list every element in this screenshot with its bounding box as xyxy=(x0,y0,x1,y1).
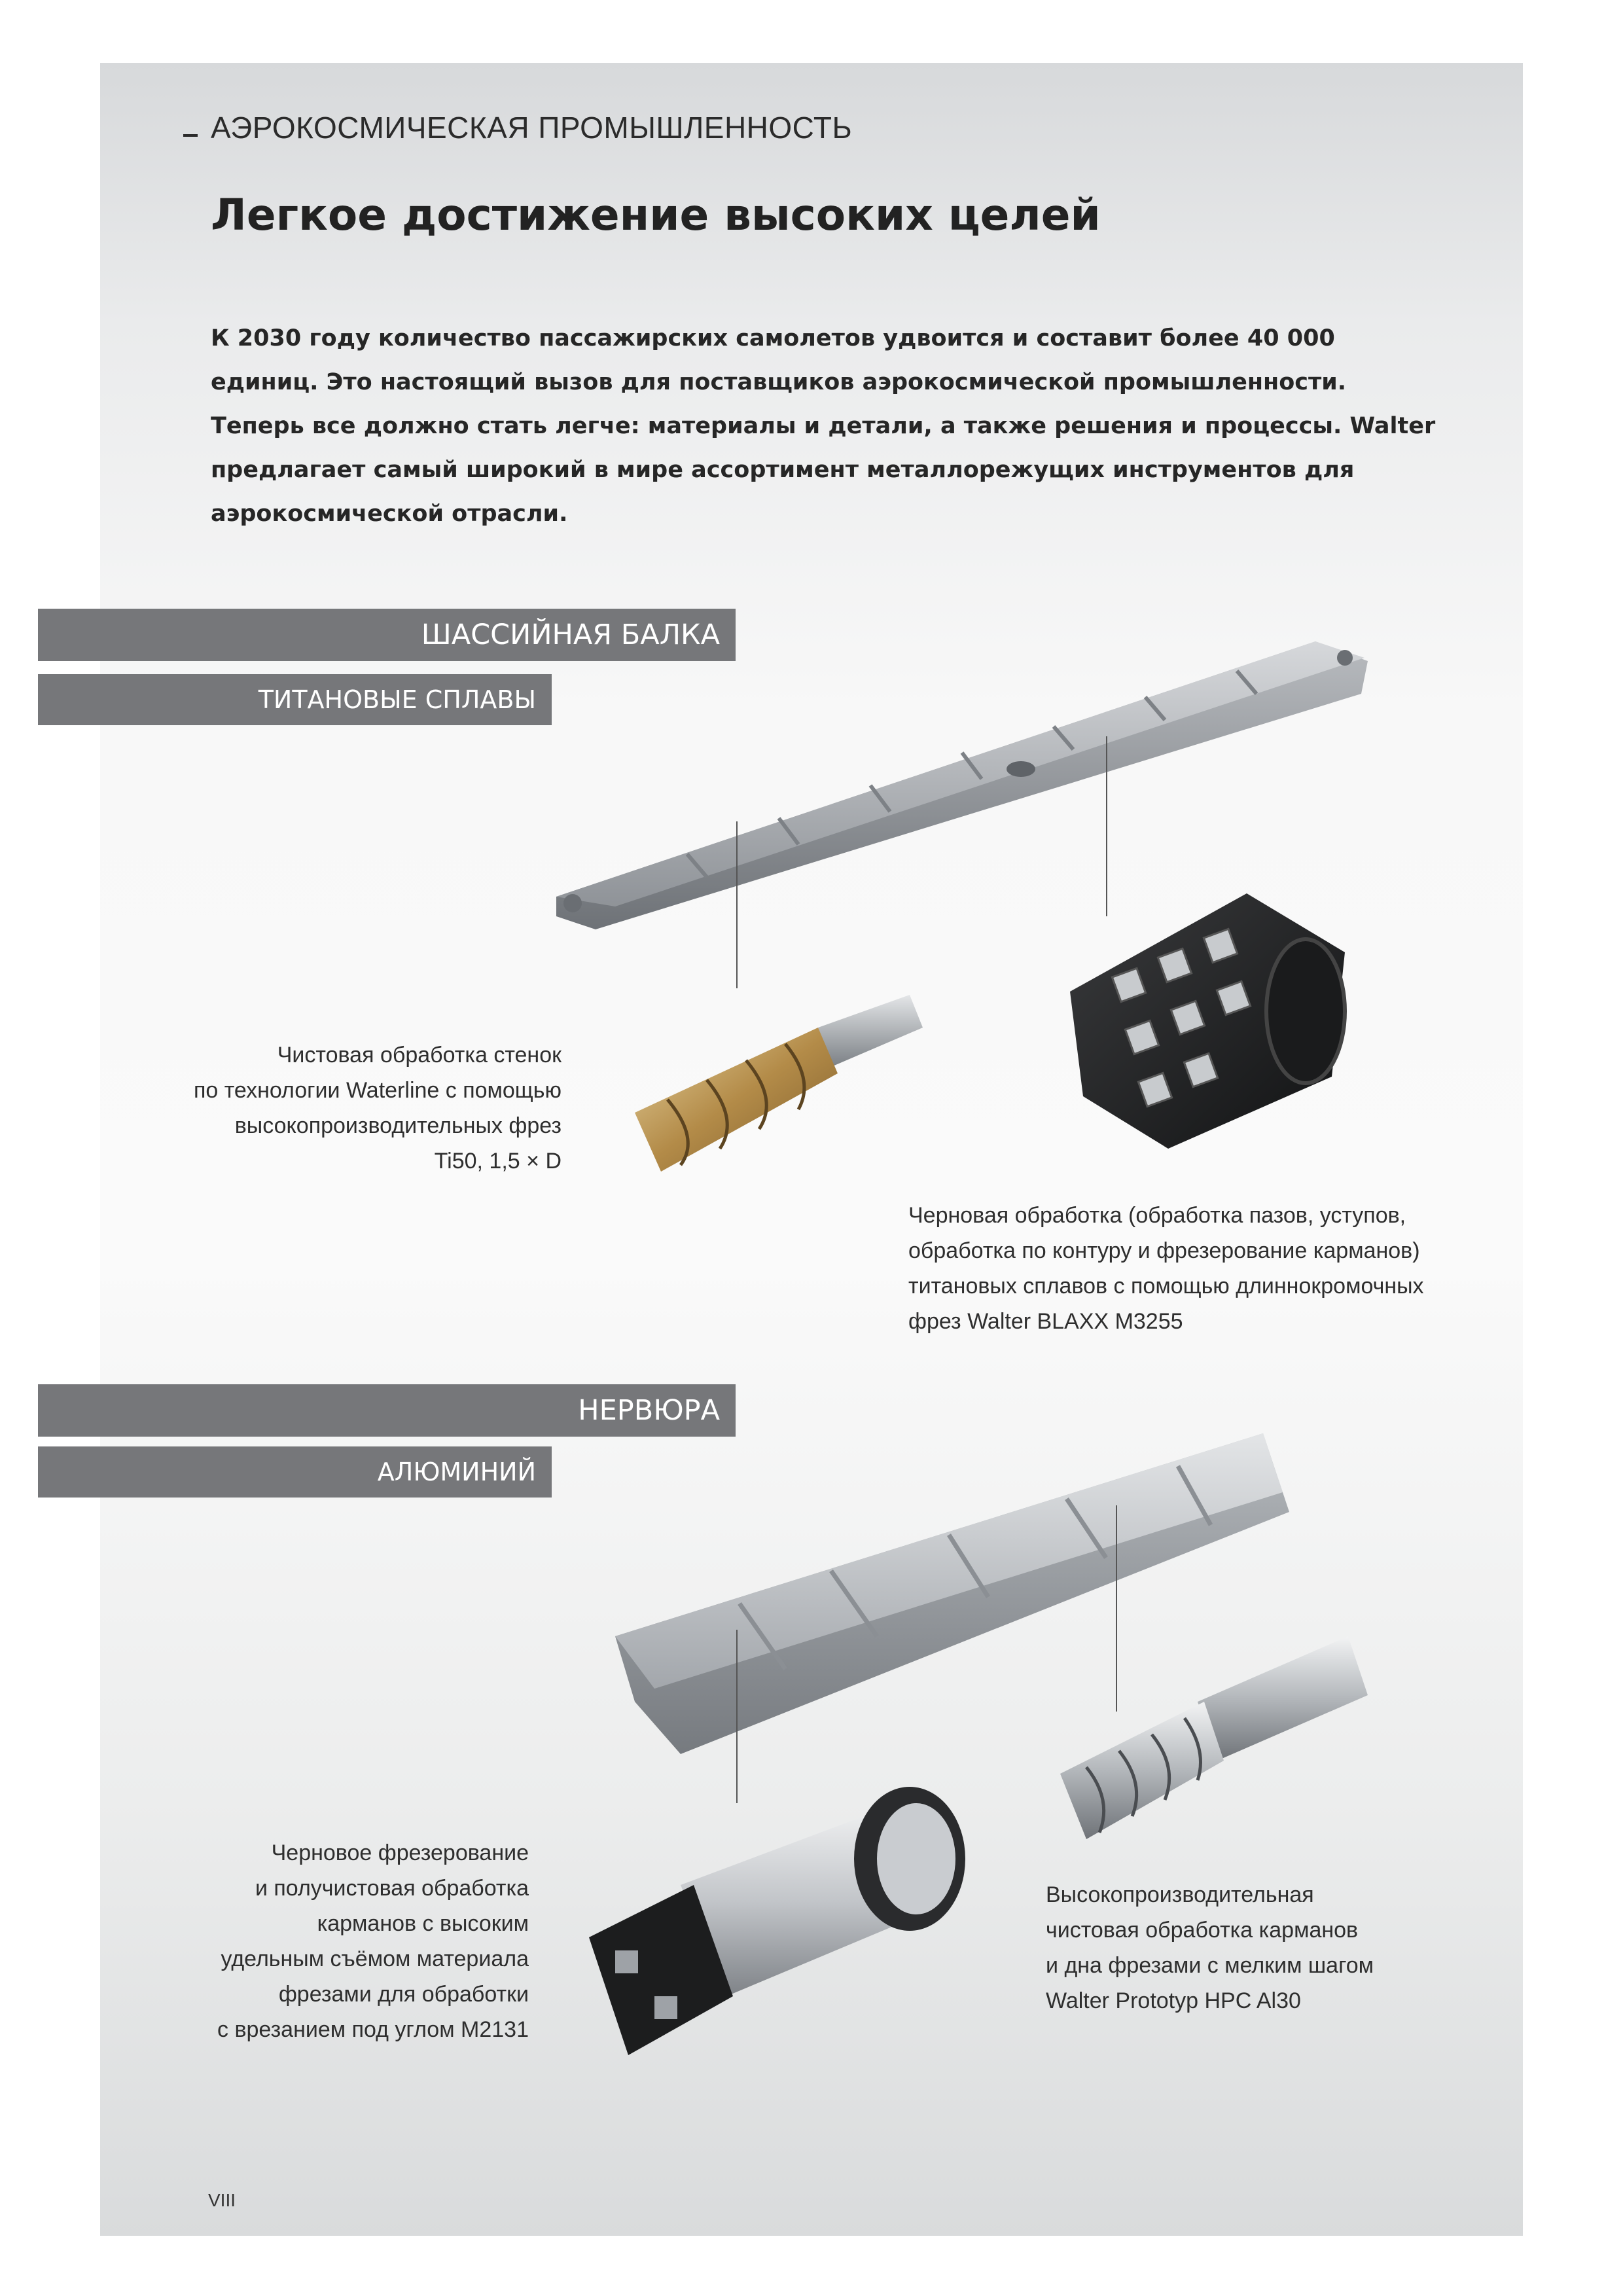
material-bar-titanium: ТИТАНОВЫЕ СПЛАВЫ xyxy=(38,674,552,725)
leader-line-left-1 xyxy=(736,821,738,988)
page-title: Легкое достижение высоких целей xyxy=(211,190,1101,240)
indexable-milling-cutter-image xyxy=(1057,880,1358,1155)
carbide-end-mill-image xyxy=(1047,1623,1374,1859)
part-bar-landing-gear-beam: ШАССИЙНАЯ БАЛКА xyxy=(38,609,736,661)
page-number: VIII xyxy=(208,2190,236,2210)
intro-paragraph: К 2030 году количество пассажирских самолетов удвоится и составит более 40 000 единиц. Это настоящий вызов для поставщиков аэрокосмической промышленности. Теперь все должно стать легче: материалы и детали, а также решения и процессы. Walter предлагает самый широкий в мире ассортимент металлорежущих инструментов для аэрокосмической отрасли. xyxy=(211,325,1436,527)
caption-roughing-blaxx: Черновая обработка (обработка пазов, уступов, обработка по контуру и фрезерование карманов) титановых сплавов с помощью длиннокромочных фрез Walter BLAXX M3255 xyxy=(908,1203,1424,1334)
caption-roughing-m2131: Черновое фрезерование и получистовая обработка карманов с высоким удельным съёмом материала фрезами для обработки с врезанием под углом M2131 xyxy=(217,1840,529,2042)
section-label: АЭРОКОСМИЧЕСКАЯ ПРОМЫШЛЕННОСТЬ xyxy=(211,111,853,145)
part-bar-rib: НЕРВЮРА xyxy=(38,1384,736,1437)
gold-end-mill-image xyxy=(622,982,929,1185)
caption-finishing-prototyp: Высокопроизводительная чистовая обработка карманов и дна фрезами с мелким шагом Walter Prototyp HPC Al30 xyxy=(1046,1882,1374,2013)
material-bar-aluminium: АЛЮМИНИЙ xyxy=(38,1446,552,1498)
leader-line-left-2 xyxy=(736,1630,738,1803)
tool-holder-m2131-image xyxy=(576,1780,982,2075)
caption-finishing-waterline: Чистовая обработка стенок по технологии Waterline с помощью высокопроизводительных фрез Ti50, 1,5 × D xyxy=(193,1043,562,1174)
